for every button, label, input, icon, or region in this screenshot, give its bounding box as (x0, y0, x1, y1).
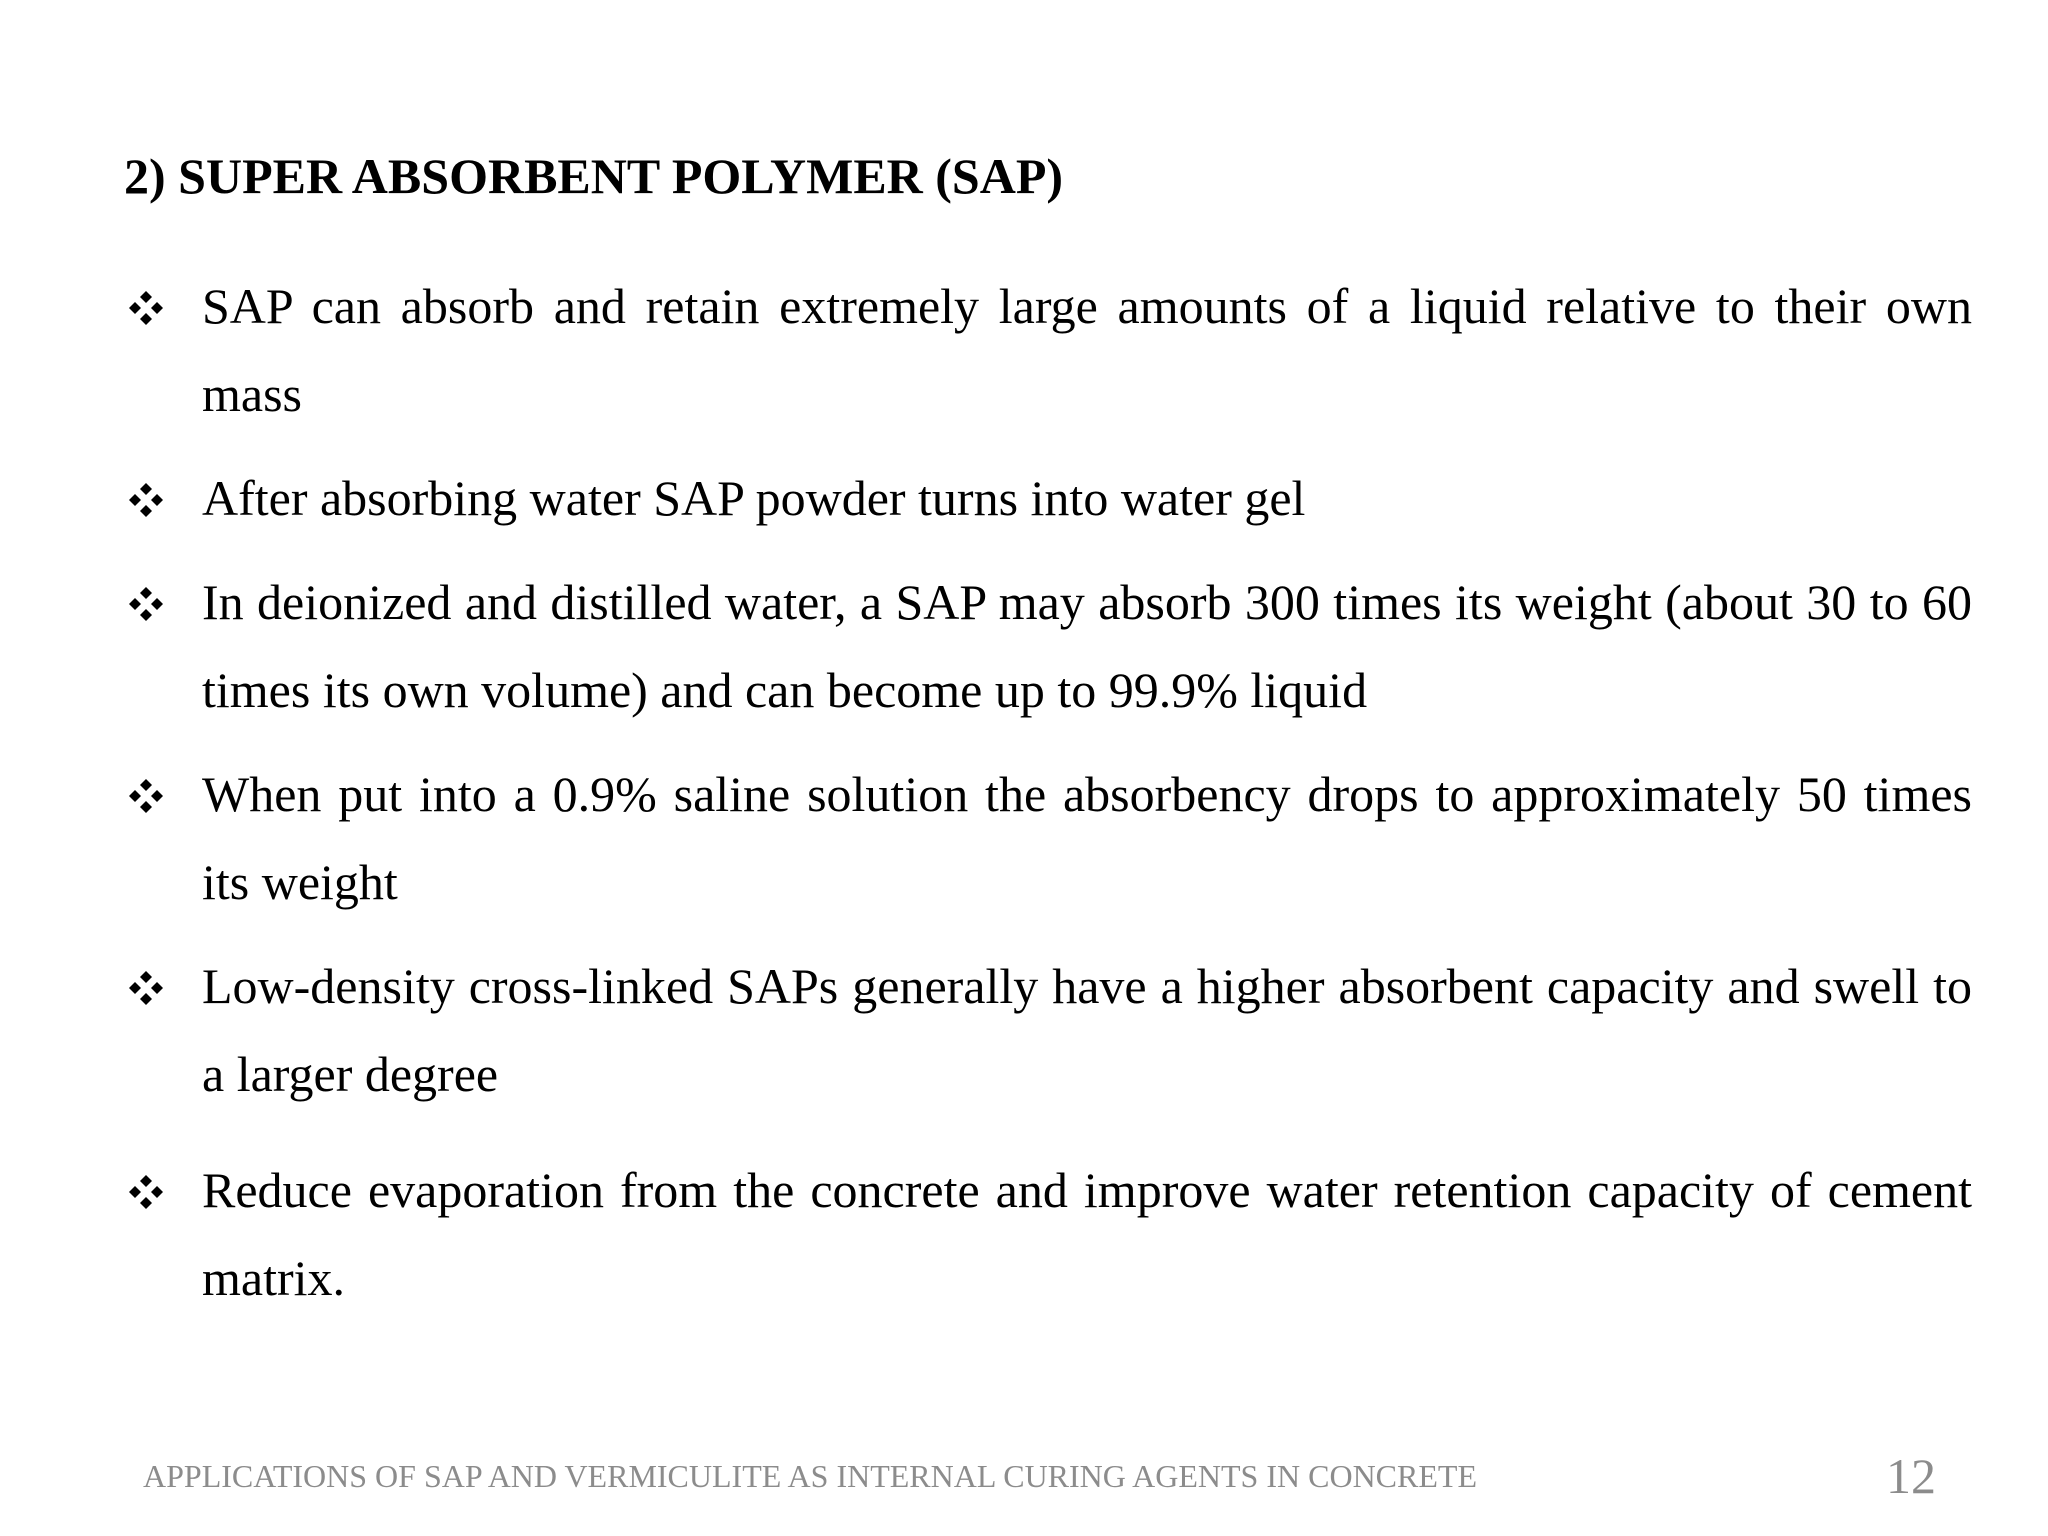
bullet-text: When put into a 0.9% saline solution the absorbency drops to approximately 50 times its weight (202, 766, 1972, 910)
four-diamond-bullet-icon (128, 586, 164, 622)
four-diamond-bullet-icon (128, 778, 164, 814)
four-diamond-bullet-icon (128, 482, 164, 518)
four-diamond-bullet-icon (128, 970, 164, 1006)
bullet-text: After absorbing water SAP powder turns into water gel (202, 470, 1306, 526)
bullet-item (124, 1146, 1972, 1322)
bullet-text: SAP can absorb and retain extremely large amounts of a liquid relative to their own mass (202, 278, 1972, 422)
bullet-text: In deionized and distilled water, a SAP may absorb 300 times its weight (about 30 to 60 times its own volume) and can become up to 99.9% liquid (202, 574, 1972, 718)
four-diamond-bullet-icon (128, 1174, 164, 1210)
slide-title: 2) SUPER ABSORBENT POLYMER (SAP) (124, 148, 1064, 204)
page-number: 12 (1886, 1448, 1936, 1504)
bullet-item (124, 454, 1972, 542)
four-diamond-bullet-icon (128, 290, 164, 326)
bullet-item (124, 558, 1972, 734)
bullet-list (124, 262, 1972, 1338)
footer-text: APPLICATIONS OF SAP AND VERMICULITE AS INTERNAL CURING AGENTS IN CONCRETE (143, 1458, 1477, 1494)
bullet-item (124, 942, 1972, 1118)
bullet-text: Low-density cross-linked SAPs generally have a higher absorbent capacity and swell to a larger degree (202, 958, 1972, 1102)
bullet-item (124, 262, 1972, 438)
bullet-item (124, 750, 1972, 926)
bullet-text: Reduce evaporation from the concrete and improve water retention capacity of cement matrix. (202, 1162, 1972, 1306)
